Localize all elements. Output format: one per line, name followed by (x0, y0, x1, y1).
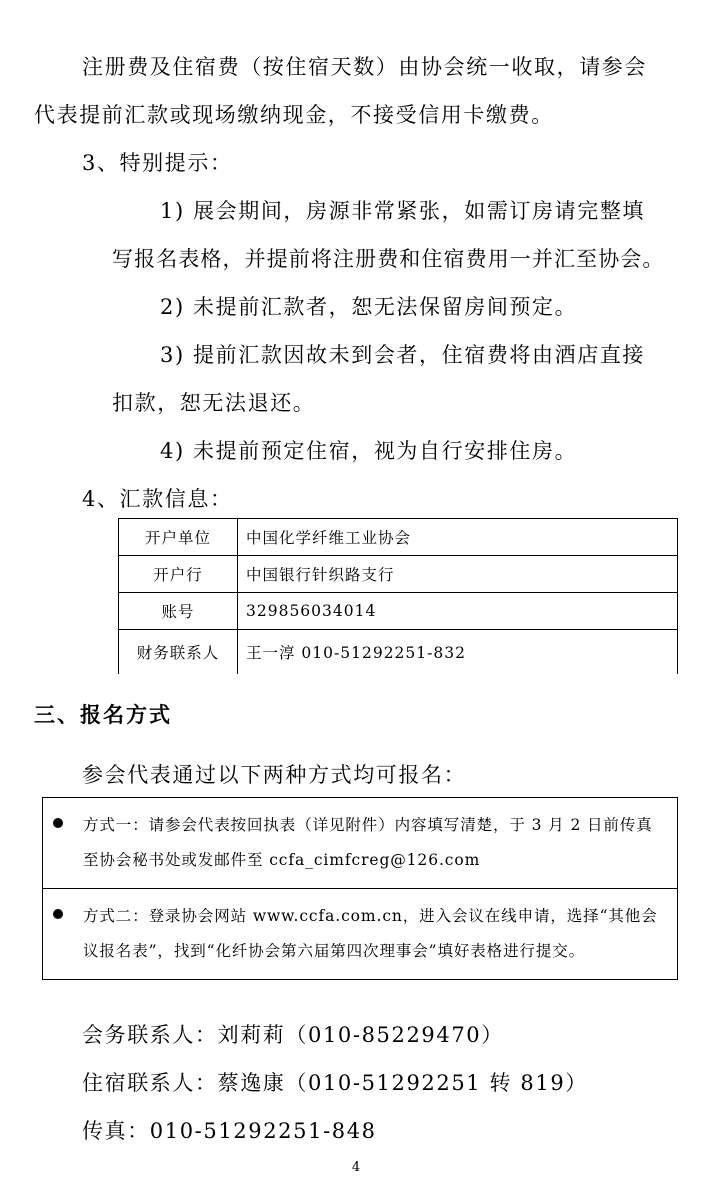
fee-paragraph-line-2: 代表提前汇款或现场缴纳现金，不接受信用卡缴费。 (34, 103, 554, 127)
table-row (119, 593, 678, 630)
registration-method-2 (43, 888, 677, 979)
bank-table-label: 财务联系人 (119, 630, 238, 675)
fee-paragraph-line-1: 注册费及住宿费（按住宿天数）由协会统一收取，请参会 (82, 55, 647, 79)
section-3-heading: 三、报名方式 (34, 702, 172, 727)
bank-table-value: 中国化学纤维工业协会 (238, 519, 678, 556)
registration-method-1-text: 方式一：请参会代表按回执表（详见附件）内容填写清楚，于 3 月 2 日前传真至协会秘书处或发邮件至 ccfa_cimfcreg@126.com (83, 816, 653, 869)
bank-table-value: 中国银行针织路支行 (238, 556, 678, 593)
table-row (119, 519, 678, 556)
bank-table-label: 开户单位 (119, 519, 238, 556)
notice-heading: 3、特别提示： (82, 151, 233, 175)
registration-method-1 (43, 798, 677, 888)
conference-contact: 会务联系人：刘莉莉（010-85229470） (82, 1023, 504, 1047)
bank-table-label: 账号 (119, 593, 238, 630)
notice-2: 2) 未提前汇款者，恕无法保留房间预定。 (160, 295, 578, 319)
bank-info-table (118, 518, 678, 674)
bank-table-value: 王一淳 010-51292251-832 (238, 630, 678, 675)
bank-table-label: 开户行 (119, 556, 238, 593)
notice-4: 4) 未提前预定住宿，视为自行安排住房。 (160, 439, 578, 463)
fax-contact: 传真：010-51292251-848 (82, 1119, 377, 1143)
table-row (119, 630, 678, 675)
notice-1-line-1: 1) 展会期间，房源非常紧张，如需订房请完整填 (160, 199, 646, 223)
lodging-contact: 住宿联系人：蔡逸康（010-51292251 转 819） (82, 1071, 588, 1095)
table-row (119, 556, 678, 593)
bank-table-value: 329856034014 (238, 593, 678, 630)
notice-3-line-1: 3) 提前汇款因故未到会者，住宿费将由酒店直接 (160, 343, 646, 367)
registration-method-2-text: 方式二：登录协会网站 www.ccfa.com.cn，进入会议在线申请，选择“其他会议报名表”，找到“化纤协会第六届第四次理事会”填好表格进行提交。 (83, 907, 658, 960)
bullet-icon (53, 818, 63, 828)
page-number: 4 (351, 1160, 361, 1175)
bank-info-heading: 4、汇款信息： (82, 487, 233, 511)
notice-1-line-2: 写报名表格，并提前将注册费和住宿费用一并汇至协会。 (112, 247, 665, 271)
bullet-icon (53, 909, 63, 919)
registration-intro: 参会代表通过以下两种方式均可报名： (82, 763, 467, 787)
notice-3-line-2: 扣款，恕无法退还。 (112, 391, 316, 415)
registration-methods-box (42, 797, 678, 980)
